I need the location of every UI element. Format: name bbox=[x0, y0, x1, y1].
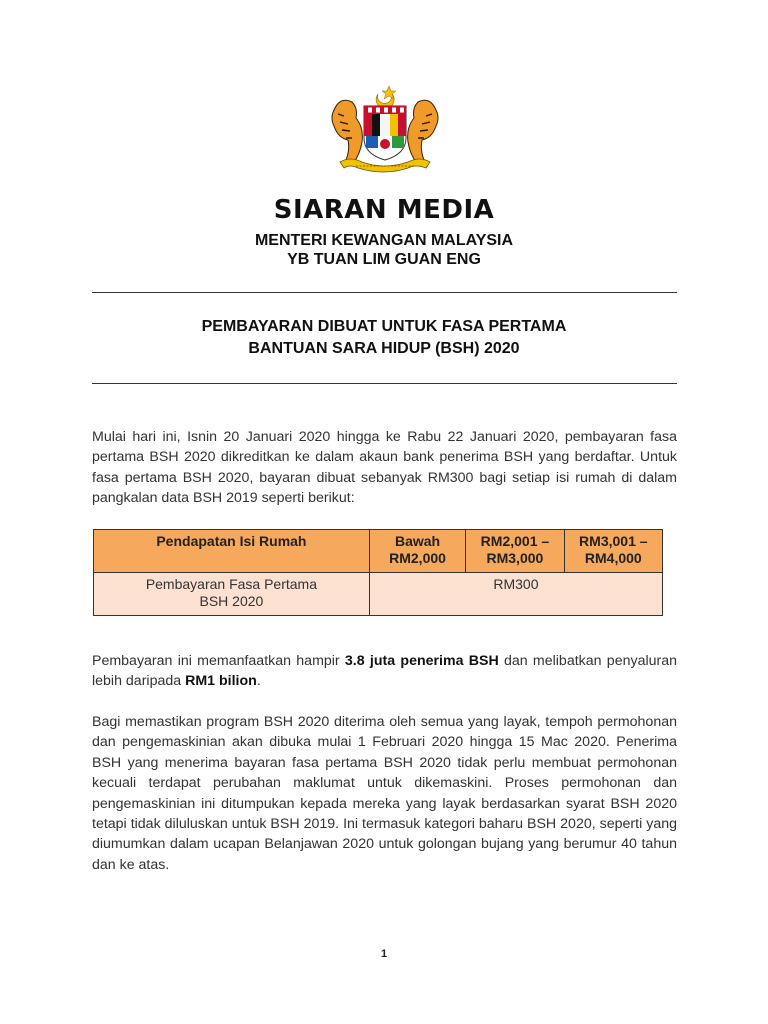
table-header-row bbox=[94, 530, 663, 573]
ministry-name: MENTERI KEWANGAN MALAYSIA bbox=[254, 232, 514, 249]
row-value: RM300 bbox=[369, 573, 662, 616]
paragraph-recipients: Pembayaran ini memanfaatkan hampir 3.8 juta penerima BSH dan melibatkan penyaluran lebih daripada RM1 bilion. bbox=[92, 653, 678, 690]
divider-bottom bbox=[92, 383, 677, 384]
paragraph-intro: Mulai hari ini, Isnin 20 Januari 2020 hingga ke Rabu 22 Januari 2020, pembayaran fasa pertama BSH 2020 dikreditkan ke dalam akaun bank penerima BSH yang berdaftar. Untuk fasa pertama BSH 2020, bayaran dibuat sebanyak RM300 bagi setiap isi rumah di dalam pangkalan data BSH 2019 seperti berikut: bbox=[92, 429, 677, 507]
header-2001-3000: RM2,001 – RM3,000 bbox=[466, 530, 564, 573]
malaysia-coat-of-arms-icon bbox=[326, 80, 444, 180]
headline-line-1: PEMBAYARAN DIBUAT UNTUK FASA PERTAMA bbox=[201, 318, 567, 335]
paragraph-application: Bagi memastikan program BSH 2020 diterima oleh semua yang layak, tempoh permohonan dan pengemaskinian akan dibuka mulai 1 Februari 2020 hingga 15 Mac 2020. Penerima BSH yang menerima bayaran fasa pertama BSH 2020 tidak perlu membuat permohonan kecuali terdapat perubahan maklumat untuk dikemaskini. Proses permohonan dan pengemaskinian ini ditumpukan kepada mereka yang layak berdasarkan syarat BSH 2020 tetapi tidak diluluskan untuk BSH 2019. Ini termasuk kategori baharu BSH 2020, seperti yang diumumkan dalam ucapan Belanjawan 2020 untuk golongan bujang yang berumur 40 tahun dan ke atas. bbox=[92, 714, 677, 873]
headline-line-2: BANTUAN SARA HIDUP (BSH) 2020 bbox=[248, 340, 520, 357]
minister-name: YB TUAN LIM GUAN ENG bbox=[287, 251, 481, 268]
divider-top bbox=[92, 292, 677, 293]
table-row bbox=[94, 573, 663, 616]
highlight-recipients: 3.8 juta penerima BSH bbox=[344, 653, 499, 669]
header-below-2000: Bawah RM2,000 bbox=[369, 530, 465, 573]
bsh-payment-table bbox=[93, 529, 663, 616]
page-number: 1 bbox=[380, 948, 388, 960]
page-title: SIARAN MEDIA bbox=[273, 195, 495, 225]
header-household-income: Pendapatan Isi Rumah bbox=[94, 530, 370, 573]
highlight-amount: RM1 bilion bbox=[185, 673, 257, 690]
row-label: Pembayaran Fasa Pertama BSH 2020 bbox=[94, 573, 370, 616]
header-3001-4000: RM3,001 – RM4,000 bbox=[564, 530, 662, 573]
